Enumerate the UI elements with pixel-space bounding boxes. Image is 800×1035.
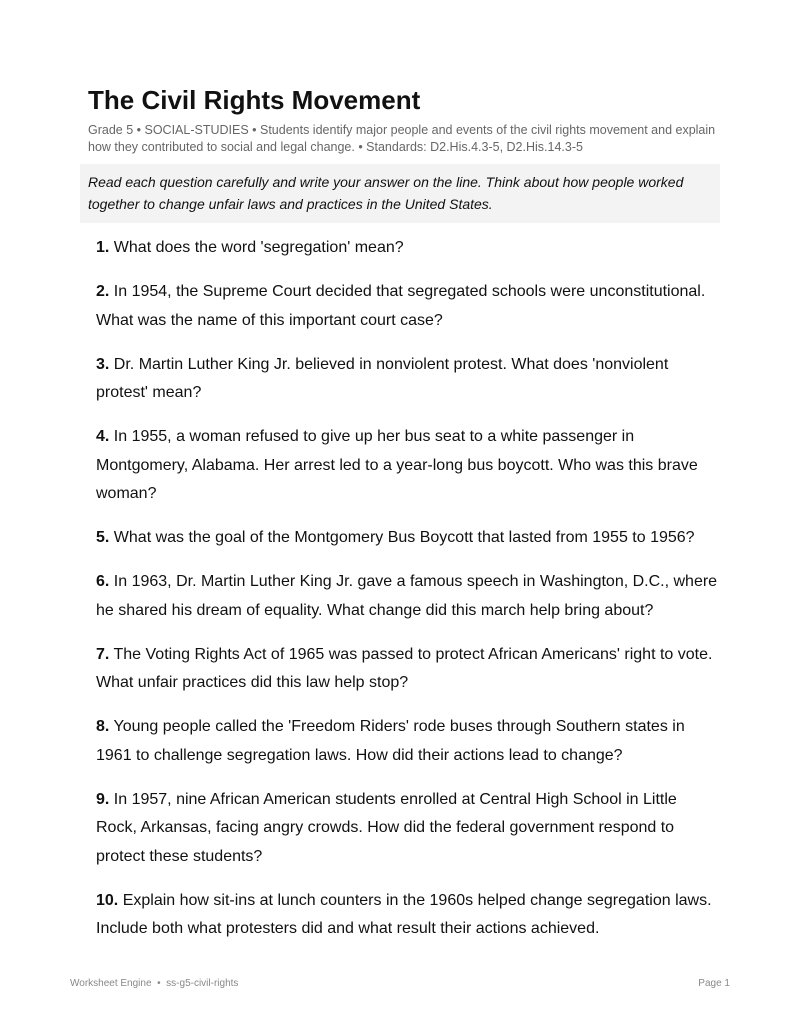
question-6 <box>96 568 718 625</box>
question-number: 8. <box>96 718 110 735</box>
worksheet-subtitle: Grade 5 • SOCIAL-STUDIES • Students identify major people and events of the civil rights movement and explain how they contributed to social and legal change. • Standards: D2.His.4.3-5, D2.His.14.3-5 <box>88 123 716 154</box>
question-text: In 1955, a woman refused to give up her bus seat to a white passenger in Montgomery, Alabama. Her arrest led to a year-long bus boycott. Who was this brave woman? <box>96 428 698 502</box>
question-text: The Voting Rights Act of 1965 was passed to protect African Americans' right to vote. What unfair practices did this law help stop? <box>96 645 713 691</box>
footer-source <box>70 978 238 989</box>
question-number: 1. <box>96 239 110 256</box>
page-number: Page 1 <box>698 978 730 989</box>
question-text: What does the word 'segregation' mean? <box>113 239 404 256</box>
question-text: Explain how sit-ins at lunch counters in the 1960s helped change segregation laws. Include both what protesters did and what result their actions achieved. <box>96 891 712 937</box>
question-number: 5. <box>96 529 110 546</box>
instructions-box: Read each question carefully and write your answer on the line. Think about how people worked together to change unfair laws and practices in the United States. <box>80 164 720 223</box>
question-number: 6. <box>96 573 110 590</box>
question-text: Young people called the 'Freedom Riders' rode buses through Southern states in 1961 to challenge segregation laws. How did their actions lead to change? <box>96 718 685 764</box>
question-9 <box>96 786 718 872</box>
question-list <box>80 234 720 944</box>
question-text: What was the goal of the Montgomery Bus Boycott that lasted from 1955 to 1956? <box>113 529 695 546</box>
question-number: 4. <box>96 428 110 445</box>
question-text: In 1957, nine African American students enrolled at Central High School in Little Rock, Arkansas, facing angry crowds. How did the federal government respond to protect these students? <box>96 790 677 865</box>
worksheet-content <box>80 84 720 959</box>
question-text: Dr. Martin Luther King Jr. believed in nonviolent protest. What does 'nonviolent protest' mean? <box>96 355 669 401</box>
question-1 <box>96 234 718 263</box>
footer-worksheet-id: ss-g5-civil-rights <box>166 978 239 989</box>
page-footer <box>70 978 730 989</box>
question-7 <box>96 641 718 698</box>
question-8 <box>96 713 718 770</box>
question-3 <box>96 351 718 408</box>
question-5 <box>96 524 718 553</box>
question-10 <box>96 887 718 944</box>
footer-engine: Worksheet Engine <box>70 978 152 989</box>
footer-separator: • <box>157 978 161 989</box>
question-number: 3. <box>96 355 110 373</box>
question-number: 9. <box>96 790 110 808</box>
question-2 <box>96 278 718 335</box>
question-text: In 1963, Dr. Martin Luther King Jr. gave a famous speech in Washington, D.C., where he shared his dream of equality. What change did this march help bring about? <box>96 573 718 619</box>
question-text: In 1954, the Supreme Court decided that segregated schools were unconstitutional. What was the name of this important court case? <box>96 283 706 329</box>
question-number: 10. <box>96 891 119 909</box>
question-4 <box>96 423 718 509</box>
question-number: 2. <box>96 283 110 300</box>
page-title: The Civil Rights Movement <box>88 85 421 115</box>
question-number: 7. <box>96 645 110 663</box>
